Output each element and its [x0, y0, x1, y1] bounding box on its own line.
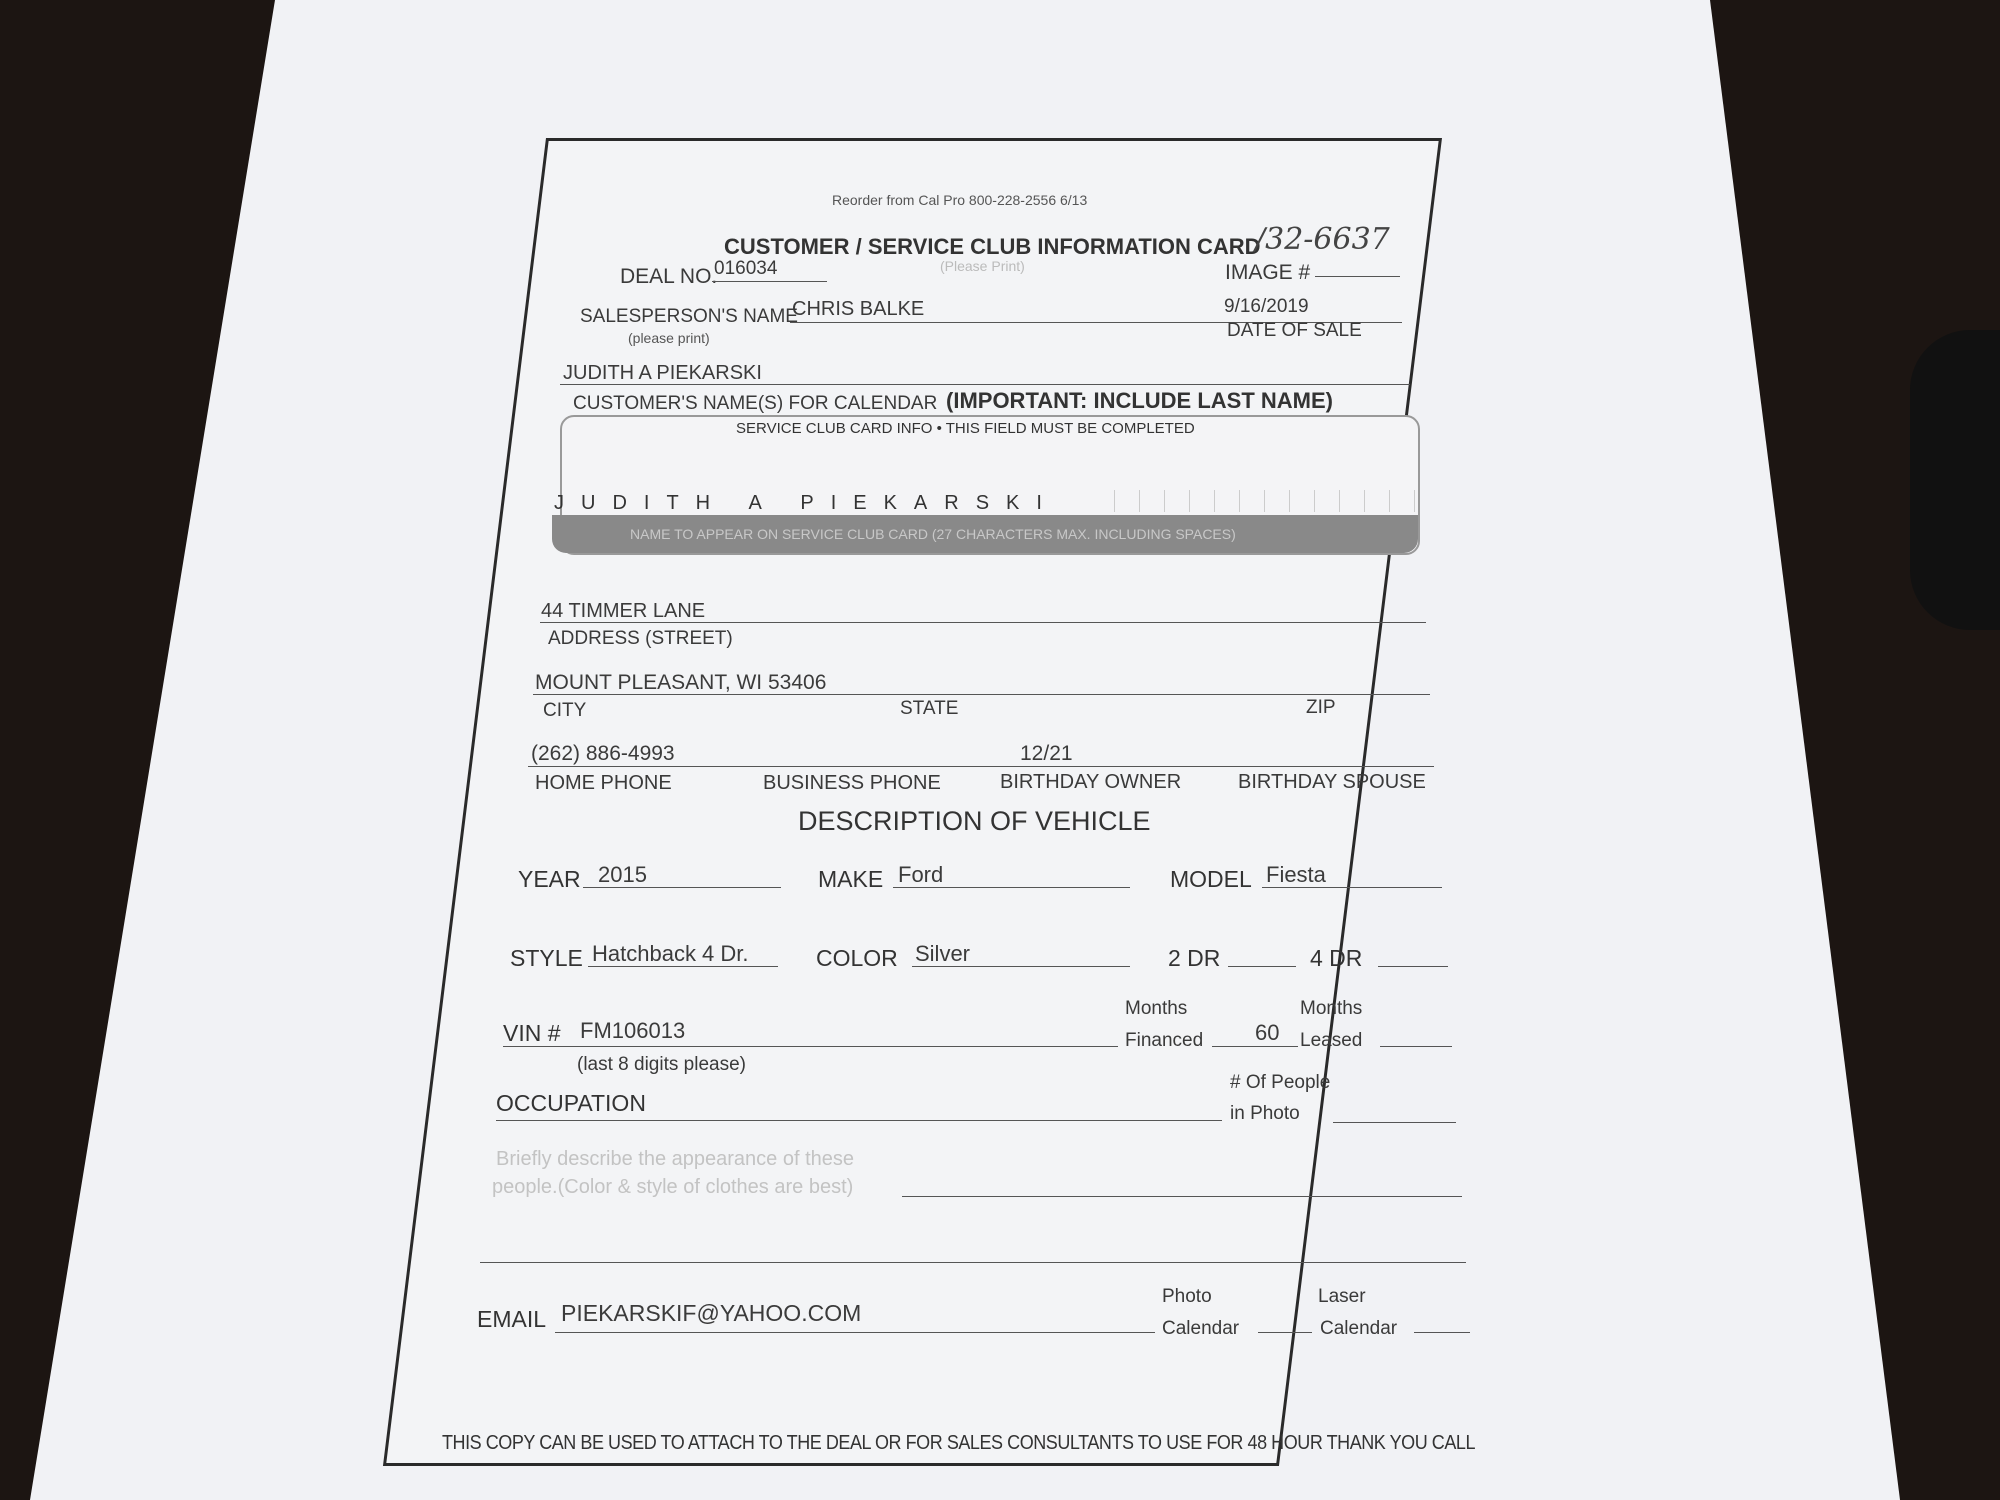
laser-calendar-label-1: Laser: [1318, 1286, 1366, 1307]
birthday-owner-label: BIRTHDAY OWNER: [1000, 771, 1182, 793]
salesperson-label: SALESPERSON'S NAME: [580, 306, 798, 327]
months-leased-label-1: Months: [1300, 998, 1363, 1019]
color-value: Silver: [915, 941, 971, 966]
please-print-note: (Please Print): [940, 258, 1025, 274]
months-financed-line: [1212, 1046, 1298, 1047]
service-club-name: JUDITH A PIEKARSKI: [554, 492, 1059, 514]
state-label: STATE: [900, 698, 959, 719]
reorder-text: Reorder from Cal Pro 800-228-2556 6/13: [832, 192, 1088, 208]
two-door-line: [1228, 966, 1296, 967]
year-line: [583, 887, 781, 888]
model-label: MODEL: [1170, 866, 1252, 892]
vehicle-heading: DESCRIPTION OF VEHICLE: [798, 806, 1151, 836]
make-value: Ford: [898, 862, 944, 887]
email-value: PIEKARSKIF@YAHOO.COM: [561, 1300, 862, 1326]
email-line: [555, 1332, 1155, 1333]
style-value: Hatchback 4 Dr.: [592, 941, 749, 966]
make-line: [893, 887, 1130, 888]
birthday-spouse-label: BIRTHDAY SPOUSE: [1238, 771, 1426, 793]
photo-calendar-label-2: Calendar: [1162, 1318, 1240, 1339]
model-value: Fiesta: [1266, 862, 1326, 887]
image-label: IMAGE #: [1225, 261, 1311, 284]
describe-line-1: Briefly describe the appearance of these: [496, 1148, 854, 1170]
occupation-label: OCCUPATION: [496, 1090, 646, 1116]
style-label: STYLE: [510, 945, 583, 971]
important-note: (IMPORTANT: INCLUDE LAST NAME): [946, 388, 1333, 413]
customer-name-line: [560, 384, 1410, 385]
salesperson-value: CHRIS BALKE: [792, 298, 925, 320]
image-line: [1315, 276, 1400, 277]
vin-value: FM106013: [580, 1018, 686, 1043]
people-line: [1333, 1122, 1456, 1123]
city-line: [533, 694, 1430, 695]
phone-line: [528, 766, 1434, 767]
vin-line: [503, 1046, 1118, 1047]
photo-calendar-label-1: Photo: [1162, 1286, 1212, 1307]
color-label: COLOR: [816, 945, 898, 971]
customer-name-label: CUSTOMER'S NAME(S) FOR CALENDAR: [573, 393, 938, 414]
occupation-line: [496, 1120, 1222, 1121]
months-leased-line: [1380, 1046, 1452, 1047]
address-value: 44 TIMMER LANE: [541, 600, 706, 622]
photo-calendar-line: [1258, 1332, 1312, 1333]
deal-no-value: 016034: [714, 258, 778, 279]
months-financed-label-2: Financed: [1125, 1030, 1204, 1051]
character-ticks: [1090, 490, 1420, 512]
vin-note: (last 8 digits please): [577, 1054, 746, 1075]
describe-line: [902, 1196, 1462, 1197]
color-line: [912, 966, 1130, 967]
model-line: [1262, 887, 1442, 888]
home-phone-value: (262) 886-4993: [531, 742, 675, 765]
laser-calendar-line: [1414, 1332, 1470, 1333]
months-financed-value: 60: [1255, 1020, 1280, 1045]
year-label: YEAR: [518, 866, 581, 892]
months-financed-label-1: Months: [1125, 998, 1188, 1019]
service-club-heading: SERVICE CLUB CARD INFO • THIS FIELD MUST BE COMPLETED: [736, 420, 1195, 437]
two-door-label: 2 DR: [1168, 945, 1221, 971]
months-leased-label-2: Leased: [1300, 1030, 1363, 1051]
salesperson-sublabel: (please print): [628, 330, 710, 346]
zip-label: ZIP: [1306, 697, 1336, 718]
deal-no-label: DEAL NO.: [620, 265, 718, 288]
people-label-1: # Of People: [1230, 1072, 1331, 1093]
year-value: 2015: [598, 862, 647, 887]
email-label: EMAIL: [477, 1306, 547, 1332]
service-club-footer: NAME TO APPEAR ON SERVICE CLUB CARD (27 CHARACTERS MAX. INCLUDING SPACES): [630, 526, 1236, 542]
address-label: ADDRESS (STREET): [548, 628, 733, 649]
describe-line-extra: [480, 1262, 1466, 1263]
footer-text: THIS COPY CAN BE USED TO ATTACH TO THE DEAL OR FOR SALES CONSULTANTS TO USE FOR 48 HOUR THANK YOU CALL: [442, 1432, 1476, 1454]
four-door-label: 4 DR: [1310, 945, 1363, 971]
city-label: CITY: [543, 700, 587, 721]
people-label-2: in Photo: [1230, 1103, 1300, 1124]
make-label: MAKE: [818, 866, 884, 892]
handwritten-number: /32-6637: [1255, 222, 1390, 257]
city-state-zip-value: MOUNT PLEASANT, WI 53406: [535, 671, 827, 694]
describe-line-2: people.(Color & style of clothes are best): [492, 1176, 854, 1198]
background-object: [1910, 330, 2000, 630]
style-line: [588, 966, 778, 967]
sale-date-value: 9/16/2019: [1224, 296, 1309, 317]
birthday-owner-value: 12/21: [1020, 742, 1073, 765]
sale-date-label: DATE OF SALE: [1227, 320, 1362, 341]
laser-calendar-label-2: Calendar: [1320, 1318, 1398, 1339]
home-phone-label: HOME PHONE: [535, 772, 672, 794]
business-phone-label: BUSINESS PHONE: [763, 772, 941, 794]
deal-no-line: [712, 281, 827, 282]
address-line: [540, 622, 1426, 623]
form-title: CUSTOMER / SERVICE CLUB INFORMATION CARD: [724, 234, 1261, 259]
vin-label: VIN #: [503, 1020, 561, 1046]
four-door-line: [1378, 966, 1448, 967]
customer-name-value: JUDITH A PIEKARSKI: [563, 362, 762, 384]
